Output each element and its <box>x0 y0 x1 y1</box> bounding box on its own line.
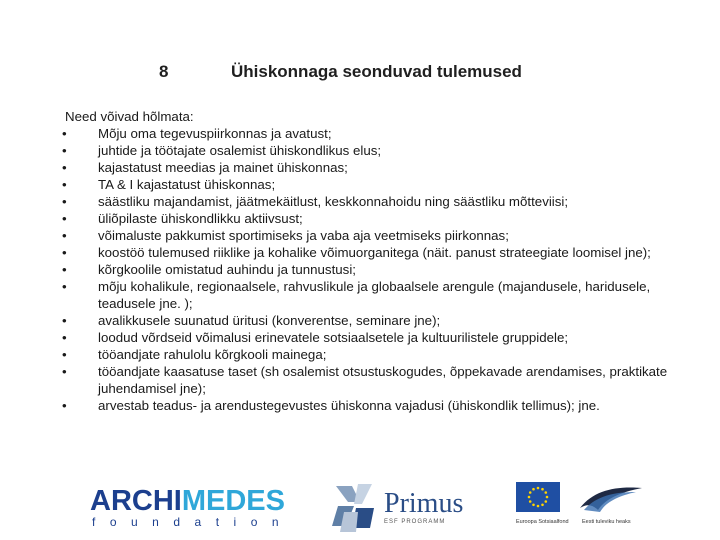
bullet-dot: • <box>62 262 67 277</box>
bullet-text: kõrgkoolile omistatud auhindu ja tunnustusi; <box>98 262 356 277</box>
bullet-item <box>0 193 720 210</box>
eu-flag-icon <box>516 482 560 512</box>
bullet-dot: • <box>62 347 67 362</box>
bullet-text: säästliku majandamist, jäätmekäitlust, keskkonnahoidu ning säästliku mõtteviisi; <box>98 194 569 209</box>
bullet-text: Mõju oma tegevuspiirkonnas ja avatust; <box>98 126 332 141</box>
bullet-dot: • <box>62 194 67 209</box>
bullet-item <box>0 244 720 261</box>
slide-heading <box>0 62 720 86</box>
primus-logo-name: Primus <box>384 488 464 519</box>
logo-strip <box>0 478 720 540</box>
bullet-dot: • <box>62 126 67 141</box>
bullet-dot: • <box>62 143 67 158</box>
primus-logo-sub: ESF PROGRAMM <box>384 519 446 525</box>
bullet-dot: • <box>62 245 67 260</box>
bullet-text: loodud võrdseid võimalusi erinevatele sotsiaalsetele ja kultuurilistele gruppidele; <box>98 330 569 345</box>
primus-emblem-icon <box>332 482 378 534</box>
bullet-text: koostöö tulemused riiklike ja kohalike võimuorganitega (näit. panust strateegiate loomisel jne); <box>98 245 651 260</box>
bullet-dot: • <box>62 177 67 192</box>
bullet-text: avalikkusele suunatud üritusi (konverentse, seminare jne); <box>98 313 441 328</box>
bullet-item <box>0 312 720 329</box>
intro-text: Need võivad hõlmata: <box>65 109 194 124</box>
bullet-item <box>0 329 720 346</box>
bullet-dot: • <box>62 160 67 175</box>
bullet-item <box>0 278 720 312</box>
primus-logo <box>332 480 482 538</box>
bullet-list <box>0 125 720 414</box>
bullet-text: arvestab teadus- ja arendustegevustes ühiskonna vajadusi (ühiskondlik tellimus); jne. <box>98 398 600 413</box>
bullet-dot: • <box>62 211 67 226</box>
bullet-text: tööandjate kaasatuse taset (sh osalemist otsustuskogudes, õppekavade arendamises, praktikate juhendamisel jne); <box>98 364 668 396</box>
bullet-item <box>0 261 720 278</box>
bullet-item <box>0 397 720 414</box>
bullet-dot: • <box>62 279 67 294</box>
bullet-text: kajastatust meedias ja mainet ühiskonnas; <box>98 160 348 175</box>
bullet-text: üliõpilaste ühiskondlikku aktiivsust; <box>98 211 303 226</box>
bullet-dot: • <box>62 364 67 379</box>
bullet-item <box>0 227 720 244</box>
bullet-dot: • <box>62 228 67 243</box>
bullet-item <box>0 159 720 176</box>
archimedes-logo-part2: MEDES <box>181 485 285 517</box>
bullet-item <box>0 142 720 159</box>
bullet-item <box>0 346 720 363</box>
bullet-text: TA & I kajastatust ühiskonnas; <box>98 177 276 192</box>
bullet-text: tööandjate rahulolu kõrgkooli mainega; <box>98 347 327 362</box>
bullet-dot: • <box>62 398 67 413</box>
estonia-swallow-icon <box>576 482 646 516</box>
bullet-dot: • <box>62 330 67 345</box>
eu-logo <box>516 482 569 538</box>
bullet-item <box>0 363 720 397</box>
archimedes-logo-sub: foundation <box>92 515 294 529</box>
bullet-item <box>0 176 720 193</box>
bullet-dot: • <box>62 313 67 328</box>
slide-title: Ühiskonnaga seonduvad tulemused <box>231 62 522 81</box>
archimedes-logo-part1: ARCHI <box>90 485 182 517</box>
slide-number: 8 <box>159 62 169 81</box>
estonia-caption: Eesti tuleviku heaks <box>582 519 631 525</box>
bullet-text: võimaluste pakkumist sportimiseks ja vaba aja veetmiseks piirkonnas; <box>98 228 509 243</box>
eu-caption: Euroopa Sotsiaalfond <box>516 519 569 525</box>
bullet-item <box>0 210 720 227</box>
estonia-logo <box>576 482 646 538</box>
bullet-text: juhtide ja töötajate osalemist ühiskondlikus elus; <box>98 143 382 158</box>
bullet-text: mõju kohalikule, regionaalsele, rahvuslikule ja globaalsele arengule (majandusele, haridusele, teadusele jne. ); <box>98 279 651 311</box>
archimedes-logo <box>90 486 330 536</box>
bullet-item <box>0 125 720 142</box>
